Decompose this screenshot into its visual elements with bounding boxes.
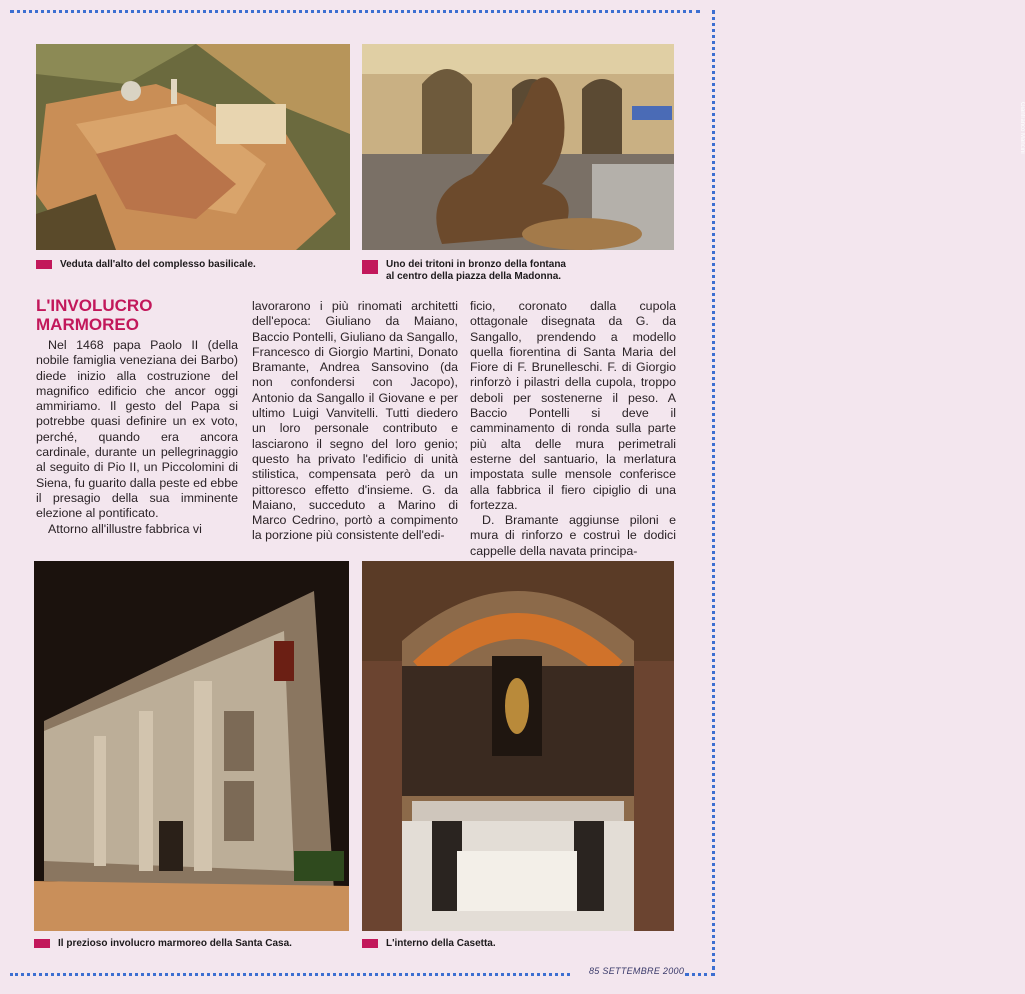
bottom-dotted-border-end [685,973,715,976]
article-column-3 [470,299,676,559]
caption-interior-text: L'interno della Casetta. [386,938,496,949]
column1-paragraph1: Nel 1468 papa Paolo II (della nobile famiglia veneziana dei Barbo) diede inizio alla costruzione del magnifico edificio che ancor oggi ammiriamo. Il gesto del Papa si potrebbe quasi definire un ex voto, perché, quando era ancora cardinale, durante un pellegrinaggio al seguito di Pio II, un Piccolomini di Siena, fu guarito dalla peste ed ebbe il presagio della sua imminente elezione al pontificato. [36,338,238,521]
caption-triton [362,259,674,283]
caption-aerial [36,259,350,271]
bottom-dotted-border [10,973,570,976]
caption-triton-line2: al centro della piazza della Madonna. [386,271,562,282]
caption-marker [34,939,50,948]
article-column-2 [252,299,458,544]
caption-triton-line1: Uno dei tritoni in bronzo della fontana [386,259,566,270]
photo-credit: Gianfranco Mancini [1019,102,1025,154]
column3-paragraph1: ficio, coronato dalla cupola ottagonale disegnata da G. da Sangallo, prendendo a modello quella fiorentina di Santa Maria del Fiore di F. Brunelleschi. F. di Giorgio rinforzò i pilastri della cupola, troppo deboli per sostenerne il peso. A Baccio Pontelli si deve il camminamento di ronda sulla parte più alta delle mura perimetrali esterne del santuario, la merlatura impostata sulle mensole conferisce alla fabbrica il fiero cipiglio di una fortezza. [470,299,676,512]
column1-paragraph2: Attorno all'illustre fabbrica vi [48,521,202,536]
top-dotted-border [10,10,700,13]
marble-casing-photo [34,561,349,931]
right-dotted-border [712,10,715,970]
caption-marble-text: Il prezioso involucro marmoreo della Santa Casa. [58,938,292,949]
caption-interior [362,938,674,950]
aerial-basilica-photo [36,44,350,250]
column3-paragraph2: D. Bramante aggiunse piloni e mura di rinforzo e costruì le dodici cappelle della navata principa- [470,513,676,558]
caption-marker [36,260,52,269]
caption-marker [362,260,378,274]
article-column-1 [36,338,238,537]
caption-aerial-text: Veduta dall'alto del complesso basilicale. [60,259,256,270]
column2-paragraph1: lavorarono i più rinomati architetti dell'epoca: Giuliano da Maiano, Baccio Pontelli, Giuliano da Sangallo, Francesco di Giorgio Martini, Donato Bramante, Andrea Sansovino (da non confondersi con Jacopo), Antonio da Sangallo il Giovane e per ultimo Luigi Vanvitelli. Tutti diedero un loro personale contributo e lasciarono il segno del loro genio; questo ha privato l'edificio di unità stilistica, compensata però da un pittoresco effetto d'insieme. G. da Maiano, succeduto a Marino di Marco Cedrino, portò a compimento la porzione più consistente dell'edi- [252,299,458,543]
caption-marker [362,939,378,948]
caption-marble [34,938,349,950]
article-heading [36,296,236,334]
bronze-triton-fountain-photo [362,44,1025,250]
heading-line2: MARMOREO [36,315,139,334]
casetta-interior-photo [362,561,674,931]
page-footer: 85 SETTEMBRE 2000 [589,966,685,976]
heading-line1: L'INVOLUCRO [36,296,153,315]
